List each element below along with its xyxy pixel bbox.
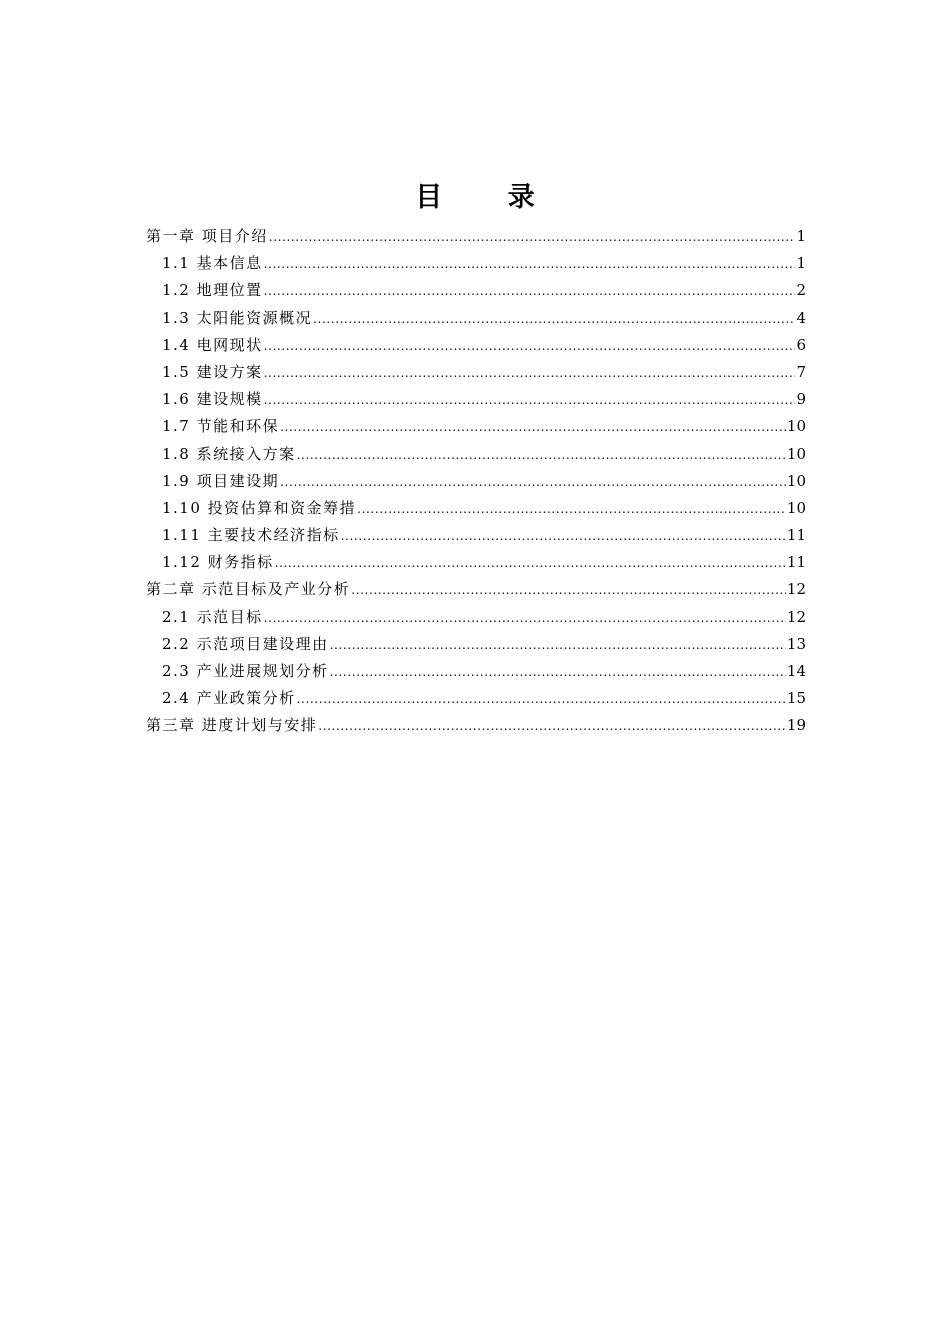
toc-dot-leader <box>264 605 786 632</box>
toc-entry-chapter-2[interactable] <box>146 576 806 603</box>
toc-entry-2-4[interactable] <box>146 685 806 712</box>
toc-dot-leader <box>313 306 795 333</box>
toc-entry-2-1[interactable] <box>146 604 806 631</box>
toc-entry-page-number: 9 <box>796 390 806 409</box>
toc-entry-1-5[interactable] <box>146 359 806 386</box>
toc-entry-page-number: 13 <box>786 634 806 653</box>
toc-entry-1-11[interactable] <box>146 522 806 549</box>
toc-entry-page-number: 11 <box>786 553 806 572</box>
toc-dot-leader <box>318 713 786 740</box>
toc-entry-2-3[interactable] <box>146 658 806 685</box>
toc-dot-leader <box>297 686 786 713</box>
toc-entry-page-number: 10 <box>786 498 806 517</box>
toc-dot-leader <box>280 414 786 441</box>
toc-dot-leader <box>341 523 786 550</box>
toc-entry-2-2[interactable] <box>146 631 806 658</box>
toc-entry-1-7[interactable] <box>146 413 806 440</box>
toc-entry-1-10[interactable] <box>146 495 806 522</box>
toc-title: 目 录 <box>415 182 563 213</box>
toc-entry-page-number: 10 <box>786 417 806 436</box>
toc-entry-label: 1.11 主要技术经济指标 <box>162 526 340 545</box>
toc-entry-1-12[interactable] <box>146 549 806 576</box>
toc-entry-label: 第三章 进度计划与安排 <box>146 716 318 735</box>
toc-entry-1-3[interactable] <box>146 305 806 332</box>
toc-entry-page-number: 6 <box>796 335 806 354</box>
toc-dot-leader <box>351 577 786 604</box>
toc-entry-1-2[interactable] <box>146 277 806 304</box>
toc-dot-leader <box>264 251 796 278</box>
toc-entry-label: 1.1 基本信息 <box>162 254 263 273</box>
toc-entry-page-number: 4 <box>796 308 806 327</box>
toc-dot-leader <box>280 469 786 496</box>
toc-entry-label: 1.12 财务指标 <box>162 553 274 572</box>
toc-entry-page-number: 15 <box>786 689 806 708</box>
toc-entry-1-6[interactable] <box>146 386 806 413</box>
toc-entry-label: 1.4 电网现状 <box>162 335 263 354</box>
toc-dot-leader <box>297 442 786 469</box>
toc-entry-page-number: 12 <box>786 580 806 599</box>
toc-entry-page-number: 19 <box>786 716 806 735</box>
toc-entry-1-9[interactable] <box>146 468 806 495</box>
toc-dot-leader <box>264 278 796 305</box>
toc-entry-page-number: 1 <box>796 254 806 273</box>
toc-entry-label: 1.7 节能和环保 <box>162 417 280 436</box>
toc-entry-1-8[interactable] <box>146 441 806 468</box>
toc-entry-label: 第二章 示范目标及产业分析 <box>146 580 351 599</box>
toc-dot-leader <box>264 360 796 387</box>
toc-entry-label: 2.3 产业进展规划分析 <box>162 662 329 680</box>
toc-dot-leader <box>264 387 796 414</box>
toc-dot-leader <box>275 550 786 577</box>
toc-entry-label: 1.3 太阳能资源概况 <box>162 308 313 327</box>
toc-entry-label: 1.10 投资估算和资金筹措 <box>162 498 357 517</box>
toc-entry-page-number: 10 <box>786 444 806 463</box>
toc-entry-page-number: 1 <box>796 227 806 245</box>
toc-entry-chapter-3[interactable] <box>146 712 806 739</box>
toc-entry-label: 1.9 项目建设期 <box>162 471 280 490</box>
toc-entry-1-1[interactable] <box>146 250 806 277</box>
toc-dot-leader <box>357 496 786 523</box>
toc-entry-label: 1.2 地理位置 <box>162 281 263 300</box>
toc-entry-label: 1.6 建设规模 <box>162 390 263 409</box>
toc-entry-label: 2.4 产业政策分析 <box>162 689 296 708</box>
toc-entry-page-number: 14 <box>786 662 806 680</box>
toc-entry-label: 1.5 建设方案 <box>162 362 263 381</box>
table-of-contents <box>146 223 806 740</box>
toc-entry-page-number: 12 <box>786 607 806 626</box>
toc-dot-leader <box>330 632 786 659</box>
toc-dot-leader <box>330 659 786 686</box>
toc-entry-chapter-1[interactable] <box>146 223 806 250</box>
toc-dot-leader <box>269 224 796 251</box>
toc-entry-label: 2.1 示范目标 <box>162 607 263 626</box>
toc-entry-page-number: 7 <box>796 362 806 381</box>
toc-entry-1-4[interactable] <box>146 332 806 359</box>
toc-entry-page-number: 11 <box>786 526 806 545</box>
toc-entry-page-number: 2 <box>796 281 806 300</box>
toc-entry-label: 2.2 示范项目建设理由 <box>162 634 329 653</box>
toc-entry-label: 第一章 项目介绍 <box>146 227 268 245</box>
toc-entry-label: 1.8 系统接入方案 <box>162 444 296 463</box>
toc-dot-leader <box>264 333 796 360</box>
toc-entry-page-number: 10 <box>786 471 806 490</box>
